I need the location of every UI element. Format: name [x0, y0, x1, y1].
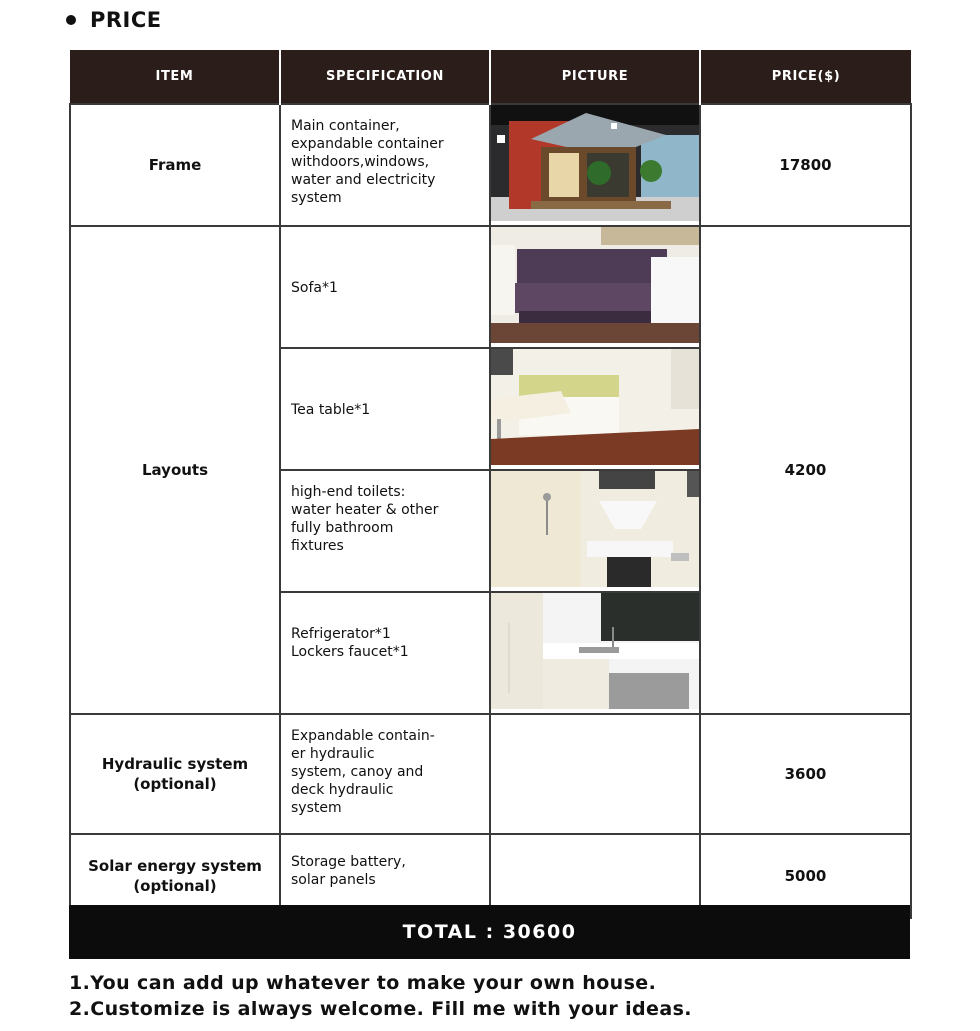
notes [69, 970, 969, 1022]
bathroom-image [491, 471, 699, 587]
price-layouts: 4200 [700, 226, 911, 714]
picture-toilets [490, 470, 700, 592]
col-header-picture: PICTURE [490, 50, 700, 104]
tea-table-image [491, 349, 699, 465]
note-1: 1.You can add up whatever to make your own house. [69, 972, 657, 994]
kitchen-image [491, 593, 699, 709]
picture-hydraulic-empty [490, 714, 700, 834]
col-header-price: PRICE($) [700, 50, 911, 104]
bullet-icon [66, 15, 76, 25]
picture-refrigerator [490, 592, 700, 714]
picture-tea-table [490, 348, 700, 470]
price-table [69, 50, 912, 919]
total-banner: TOTAL : 30600 [69, 905, 910, 959]
container-house-image [491, 105, 699, 221]
col-header-specification: SPECIFICATION [280, 50, 490, 104]
section-heading [66, 8, 162, 32]
note-2: 2.Customize is always welcome. Fill me with your ideas. [69, 998, 692, 1020]
item-layouts: Layouts [70, 226, 280, 714]
table-row-hydraulic [70, 714, 911, 834]
table-row-layouts-sofa [70, 226, 911, 348]
table-row-frame [70, 104, 911, 226]
col-header-item: ITEM [70, 50, 280, 104]
picture-frame [490, 104, 700, 226]
spec-hydraulic: Expandable contain- er hydraulic system, canoy and deck hydraulic system [280, 714, 490, 834]
heading-text: PRICE [90, 8, 162, 32]
spec-frame: Main container, expandable container withdoors,windows, water and electricity system [280, 104, 490, 226]
table-header-row [70, 50, 911, 104]
item-frame: Frame [70, 104, 280, 226]
sofa-image [491, 227, 699, 343]
spec-solar: Storage battery, solar panels [280, 834, 490, 918]
spec-toilets: high-end toilets: water heater & other fully bathroom fixtures [280, 470, 490, 592]
spec-tea-table: Tea table*1 [280, 348, 490, 470]
item-hydraulic: Hydraulic system (optional) [70, 714, 280, 834]
spec-sofa: Sofa*1 [280, 226, 490, 348]
price-hydraulic: 3600 [700, 714, 911, 834]
item-solar: Solar energy system (optional) [70, 834, 280, 918]
price-frame: 17800 [700, 104, 911, 226]
spec-refrigerator: Refrigerator*1 Lockers faucet*1 [280, 592, 490, 714]
picture-sofa [490, 226, 700, 348]
price-solar: 5000 [700, 834, 911, 918]
